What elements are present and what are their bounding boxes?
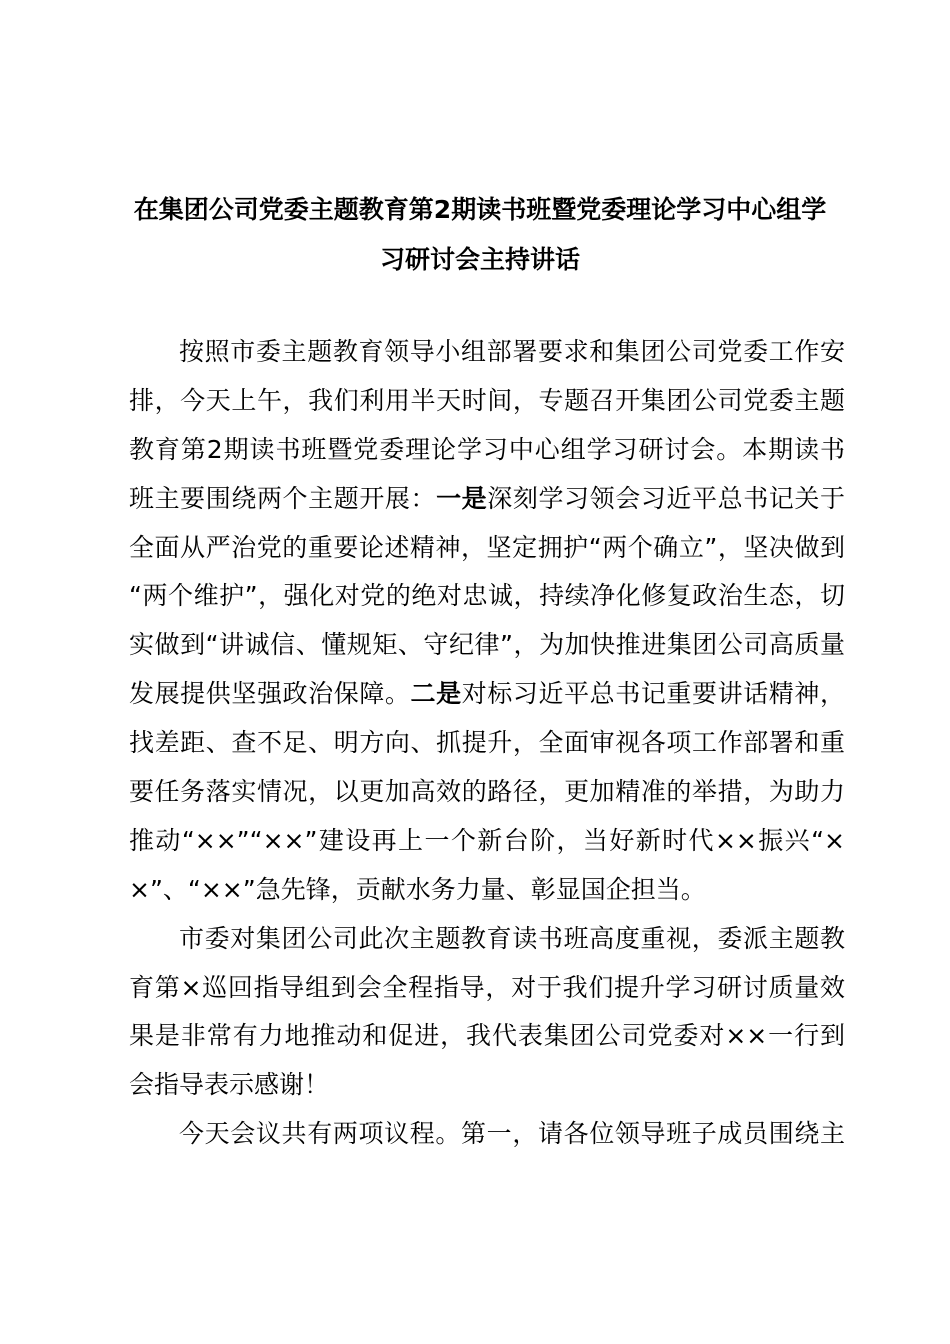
document-body (129, 328, 845, 1159)
line-segment: 班主要围绕两个主题开展： (129, 483, 437, 513)
paragraph-line: 排，今天上午，我们利用半天时间，专题召开集团公司党委主题 (129, 385, 845, 415)
line-segment: 发展提供坚强政治保障。 (129, 679, 411, 709)
paragraph-2 (129, 915, 845, 1111)
emphasis-second: 二是 (410, 679, 462, 709)
paragraph-line: 市委对集团公司此次主题教育读书班高度重视，委派主题教 (179, 923, 845, 953)
paragraph-line: 今天会议共有两项议程。第一，请各位领导班子成员围绕主 (179, 1119, 845, 1149)
paragraph-line: 按照市委主题教育领导小组部署要求和集团公司党委工作安 (179, 337, 845, 366)
paragraph-1 (129, 328, 845, 915)
paragraph-line: 果是非常有力地推动和促进，我代表集团公司党委对××一行到 (129, 1021, 845, 1051)
paragraph-line: 教育第2期读书班暨党委理论学习中心组学习研讨会。本期读书 (129, 434, 845, 464)
paragraph-line: 实做到“讲诚信、懂规矩、守纪律”，为加快推进集团公司高质量 (129, 630, 845, 660)
paragraph-line: 育第×巡回指导组到会全程指导，对于我们提升学习研讨质量效 (129, 972, 845, 1002)
paragraph-3 (129, 1110, 845, 1159)
paragraph-line: 全面从严治党的重要论述精神，坚定拥护“两个确立”，坚决做到 (129, 532, 845, 562)
paragraph-line: 会指导表示感谢！ (129, 1070, 330, 1100)
paragraph-line: ×”、“××”急先锋，贡献水务力量、彰显国企担当。 (129, 874, 706, 904)
line-segment: 深刻学习领会习近平总书记关于 (487, 483, 845, 513)
paragraph-line (129, 670, 845, 719)
paragraph-line: 推动“××”“××”建设再上一个新台阶，当好新时代××振兴“× (129, 825, 845, 855)
paragraph-line (129, 475, 845, 524)
paragraph-line: 找差距、查不足、明方向、抓提升，全面审视各项工作部署和重 (129, 728, 845, 758)
paragraph-line: 要任务落实情况，以更加高效的路径，更加精准的举措，为助力 (129, 777, 845, 807)
title-line-1: 在集团公司党委主题教育第2期读书班暨党委理论学习中心组学 (133, 195, 827, 224)
document-title (110, 185, 850, 285)
emphasis-first: 一是 (436, 483, 488, 513)
paragraph-line: “两个维护”，强化对党的绝对忠诚，持续净化修复政治生态，切 (129, 581, 845, 611)
title-line-2: 习研讨会主持讲话 (379, 245, 580, 274)
line-segment: 对标习近平总书记重要讲话精神， (461, 679, 845, 709)
